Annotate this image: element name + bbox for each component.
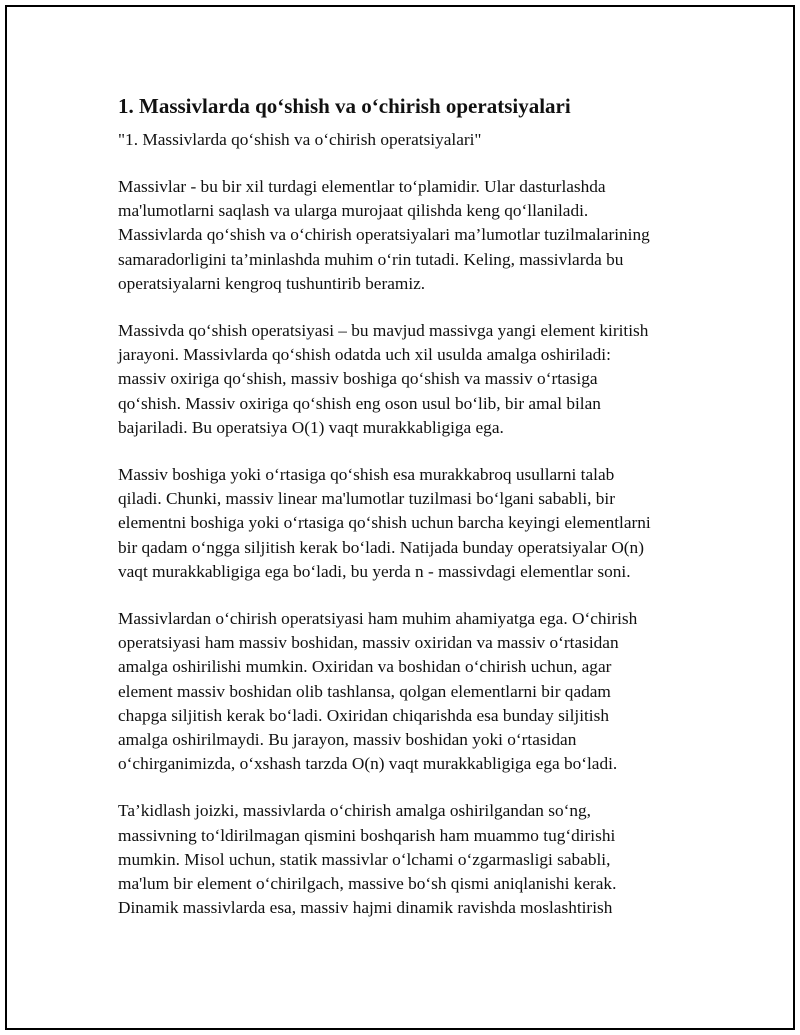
paragraph-line: mumkin. Misol uchun, statik massivlar o‘lchami o‘zgarmasligi sababli, xyxy=(118,849,611,869)
document-subtitle: "1. Massivlarda qo‘shish va o‘chirish operatsiyalari" xyxy=(118,130,482,149)
paragraph-line: elementni boshiga yoki o‘rtasiga qo‘shish uchun barcha keyingi elementlarni xyxy=(118,513,651,533)
paragraph-line: vaqt murakkabligiga ega bo‘ladi, bu yerda n - massivdagi elementlar soni. xyxy=(118,561,631,581)
paragraph xyxy=(118,799,703,920)
paragraph-line: operatsiyalarni kengroq tushuntirib beramiz. xyxy=(118,273,426,293)
paragraph-line: element massiv boshidan olib tashlansa, qolgan elementlarni bir qadam xyxy=(118,681,611,701)
paragraph xyxy=(118,607,703,776)
paragraph-line: massivning to‘ldirilmagan qismini boshqarish ham muammo tug‘dirishi xyxy=(118,825,616,845)
paragraph-line: qiladi. Chunki, massiv linear ma'lumotlar tuzilmasi bo‘lgani sababli, bir xyxy=(118,489,615,509)
paragraph-line: massiv oxiriga qo‘shish, massiv boshiga qo‘shish va massiv o‘rtasiga xyxy=(118,369,598,389)
paragraph-line: Massivlardan o‘chirish operatsiyasi ham muhim ahamiyatga ega. O‘chirish xyxy=(118,609,638,629)
paragraph-line: o‘chirganimizda, o‘xshash tarzda O(n) vaqt murakkabligiga ega bo‘ladi. xyxy=(118,754,618,774)
paragraph xyxy=(118,319,703,440)
paragraph-line: Dinamik massivlarda esa, massiv hajmi dinamik ravishda moslashtirish xyxy=(118,898,613,918)
document-title: 1. Massivlarda qo‘shish va o‘chirish operatsiyalari xyxy=(118,94,571,118)
paragraph-line: Ta’kidlash joizki, massivlarda o‘chirish amalga oshirilgandan so‘ng, xyxy=(118,801,591,821)
document-body xyxy=(118,92,703,943)
paragraph xyxy=(118,463,703,584)
paragraph-line: amalga oshirilishi mumkin. Oxiridan va boshidan o‘chirish uchun, agar xyxy=(118,657,612,677)
paragraph-line: operatsiyasi ham massiv boshidan, massiv oxiridan va massiv o‘rtasidan xyxy=(118,633,619,653)
paragraph-list xyxy=(118,175,703,920)
paragraph-line: Massivda qo‘shish operatsiyasi – bu mavjud massivga yangi element kiritish xyxy=(118,321,649,341)
paragraph-line: chapga siljitish kerak bo‘ladi. Oxiridan chiqarishda esa bunday siljitish xyxy=(118,705,609,725)
paragraph-line: bir qadam o‘ngga siljitish kerak bo‘ladi. Natijada bunday operatsiyalar O(n) xyxy=(118,537,644,557)
paragraph xyxy=(118,175,703,296)
paragraph-line: amalga oshirilmaydi. Bu jarayon, massiv boshidan yoki o‘rtasidan xyxy=(118,730,577,750)
paragraph-line: Massiv boshiga yoki o‘rtasiga qo‘shish esa murakkabroq usullarni talab xyxy=(118,465,615,485)
paragraph-line: Massivlarda qo‘shish va o‘chirish operatsiyalari ma’lumotlar tuzilmalarining xyxy=(118,225,650,245)
paragraph-line: jarayoni. Massivlarda qo‘shish odatda uch xil usulda amalga oshiriladi: xyxy=(118,345,611,365)
paragraph-line: ma'lum bir element o‘chirilgach, massive bo‘sh qismi aniqlanishi kerak. xyxy=(118,874,617,894)
paragraph-line: bajariladi. Bu operatsiya O(1) vaqt murakkabligiga ega. xyxy=(118,417,504,437)
paragraph-line: qo‘shish. Massiv oxiriga qo‘shish eng oson usul bo‘lib, bir amal bilan xyxy=(118,393,601,413)
paragraph-line: samaradorligini ta’minlashda muhim o‘rin tutadi. Keling, massivlarda bu xyxy=(118,249,624,269)
paragraph-line: Massivlar - bu bir xil turdagi elementlar to‘plamidir. Ular dasturlashda xyxy=(118,177,606,196)
paragraph-line: ma'lumotlarni saqlash va ularga murojaat qilishda keng qo‘llaniladi. xyxy=(118,201,589,221)
